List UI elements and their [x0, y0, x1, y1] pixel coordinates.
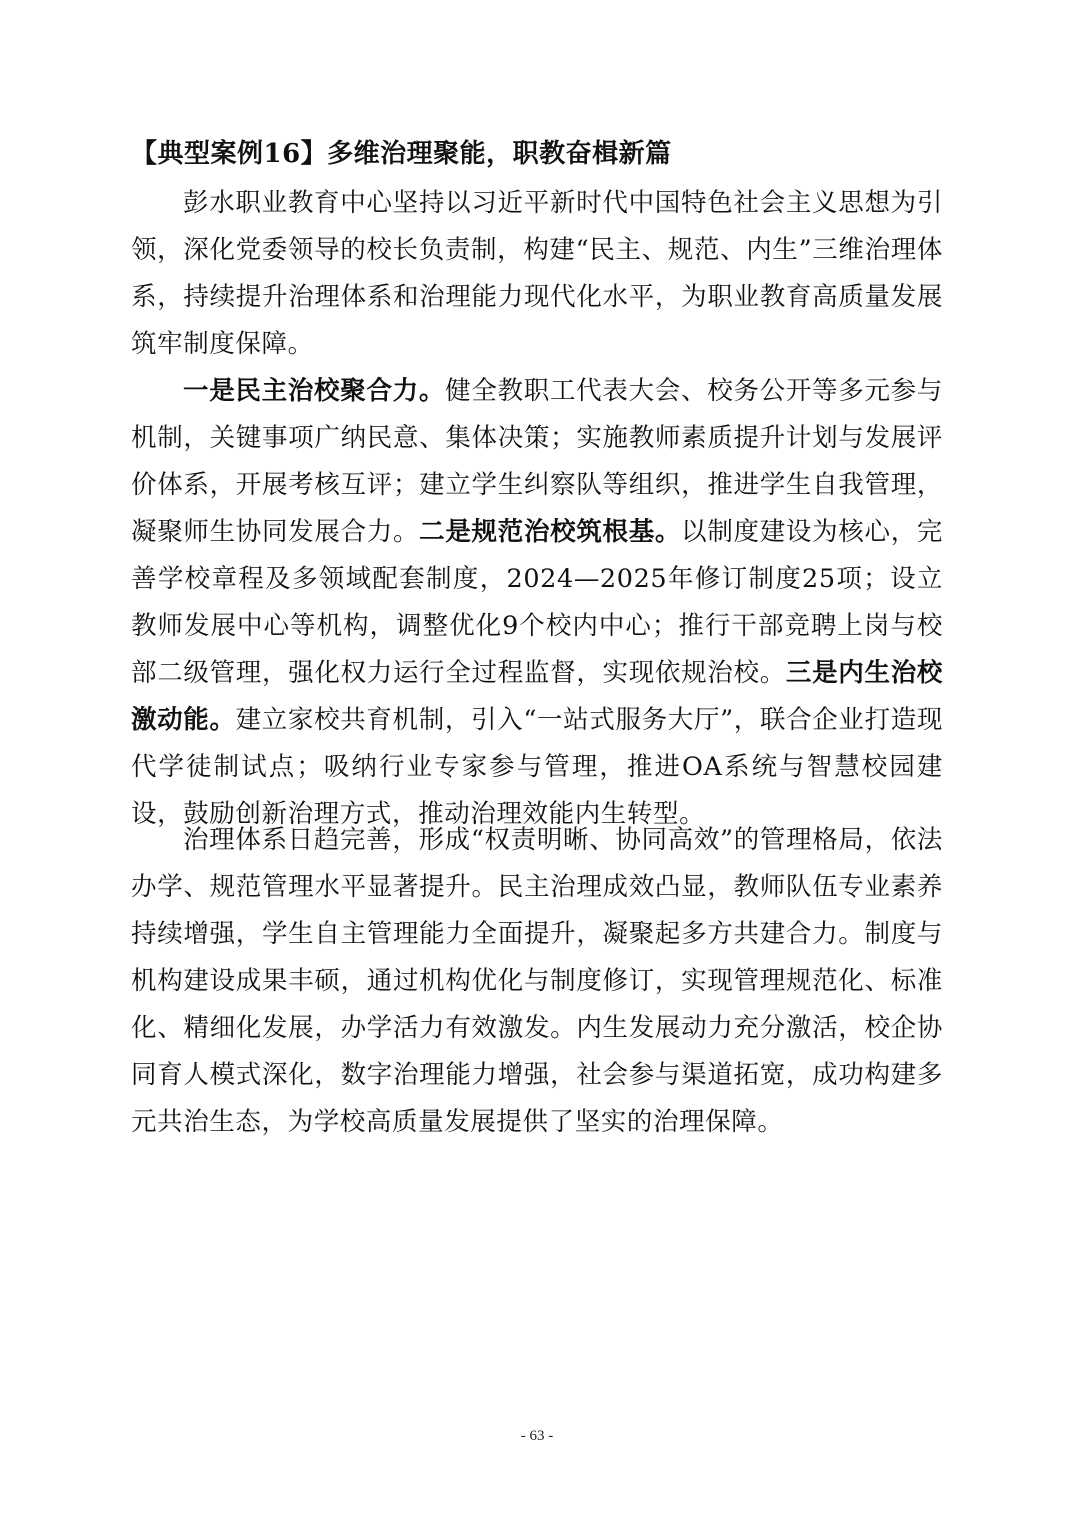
case-heading: 【典型案例16】多维治理聚能，职教奋楫新篇	[131, 139, 672, 169]
page-number: - 63 -	[520, 1428, 554, 1444]
measure-2-lead: 二是规范治校筑根基。	[419, 517, 682, 547]
intro-paragraph: 彭水职业教育中心坚持以习近平新时代中国特色社会主义思想为引领，深化党委领导的校长负责制，构建“民主、规范、内生”三维治理体系，持续提升治理体系和治理能力现代化水平，为职业教育高质量发展筑牢制度保障。	[131, 188, 943, 359]
measure-2-text: 以制度建设为核心，完善学校章程及多领域配套制度，2024—2025年修订制度25项；设立教师发展中心等机构，调整优化9个校内中心；推行干部竞聘上岗与校部二级管理，强化权力运行全过程监督，实现依规治校。	[131, 517, 943, 688]
measure-3-lead: 三是内生治校激动能。	[131, 658, 943, 735]
measures-paragraph	[131, 368, 943, 838]
measure-3-text: 建立家校共育机制，引入“一站式服务大厅”，联合企业打造现代学徒制试点；吸纳行业专家参与管理，推进OA系统与智慧校园建设，鼓励创新治理方式，推动治理效能内生转型。	[131, 705, 943, 829]
results-paragraph: 治理体系日趋完善，形成“权责明晰、协同高效”的管理格局，依法办学、规范管理水平显著提升。民主治理成效凸显，教师队伍专业素养持续增强，学生自主管理能力全面提升，凝聚起多方共建合力。制度与机构建设成果丰硕，通过机构优化与制度修订，实现管理规范化、标准化、精细化发展，办学活力有效激发。内生发展动力充分激活，校企协同育人模式深化，数字治理能力增强，社会参与渠道拓宽，成功构建多元共治生态，为学校高质量发展提供了坚实的治理保障。	[131, 825, 943, 1137]
measure-1-text: 健全教职工代表大会、校务公开等多元参与机制，关键事项广纳民意、集体决策；实施教师素质提升计划与发展评价体系，开展考核互评；建立学生纠察队等组织，推进学生自我管理，凝聚师生协同发展合力。	[131, 376, 943, 547]
measure-1-lead: 一是民主治校聚合力。	[183, 376, 446, 406]
